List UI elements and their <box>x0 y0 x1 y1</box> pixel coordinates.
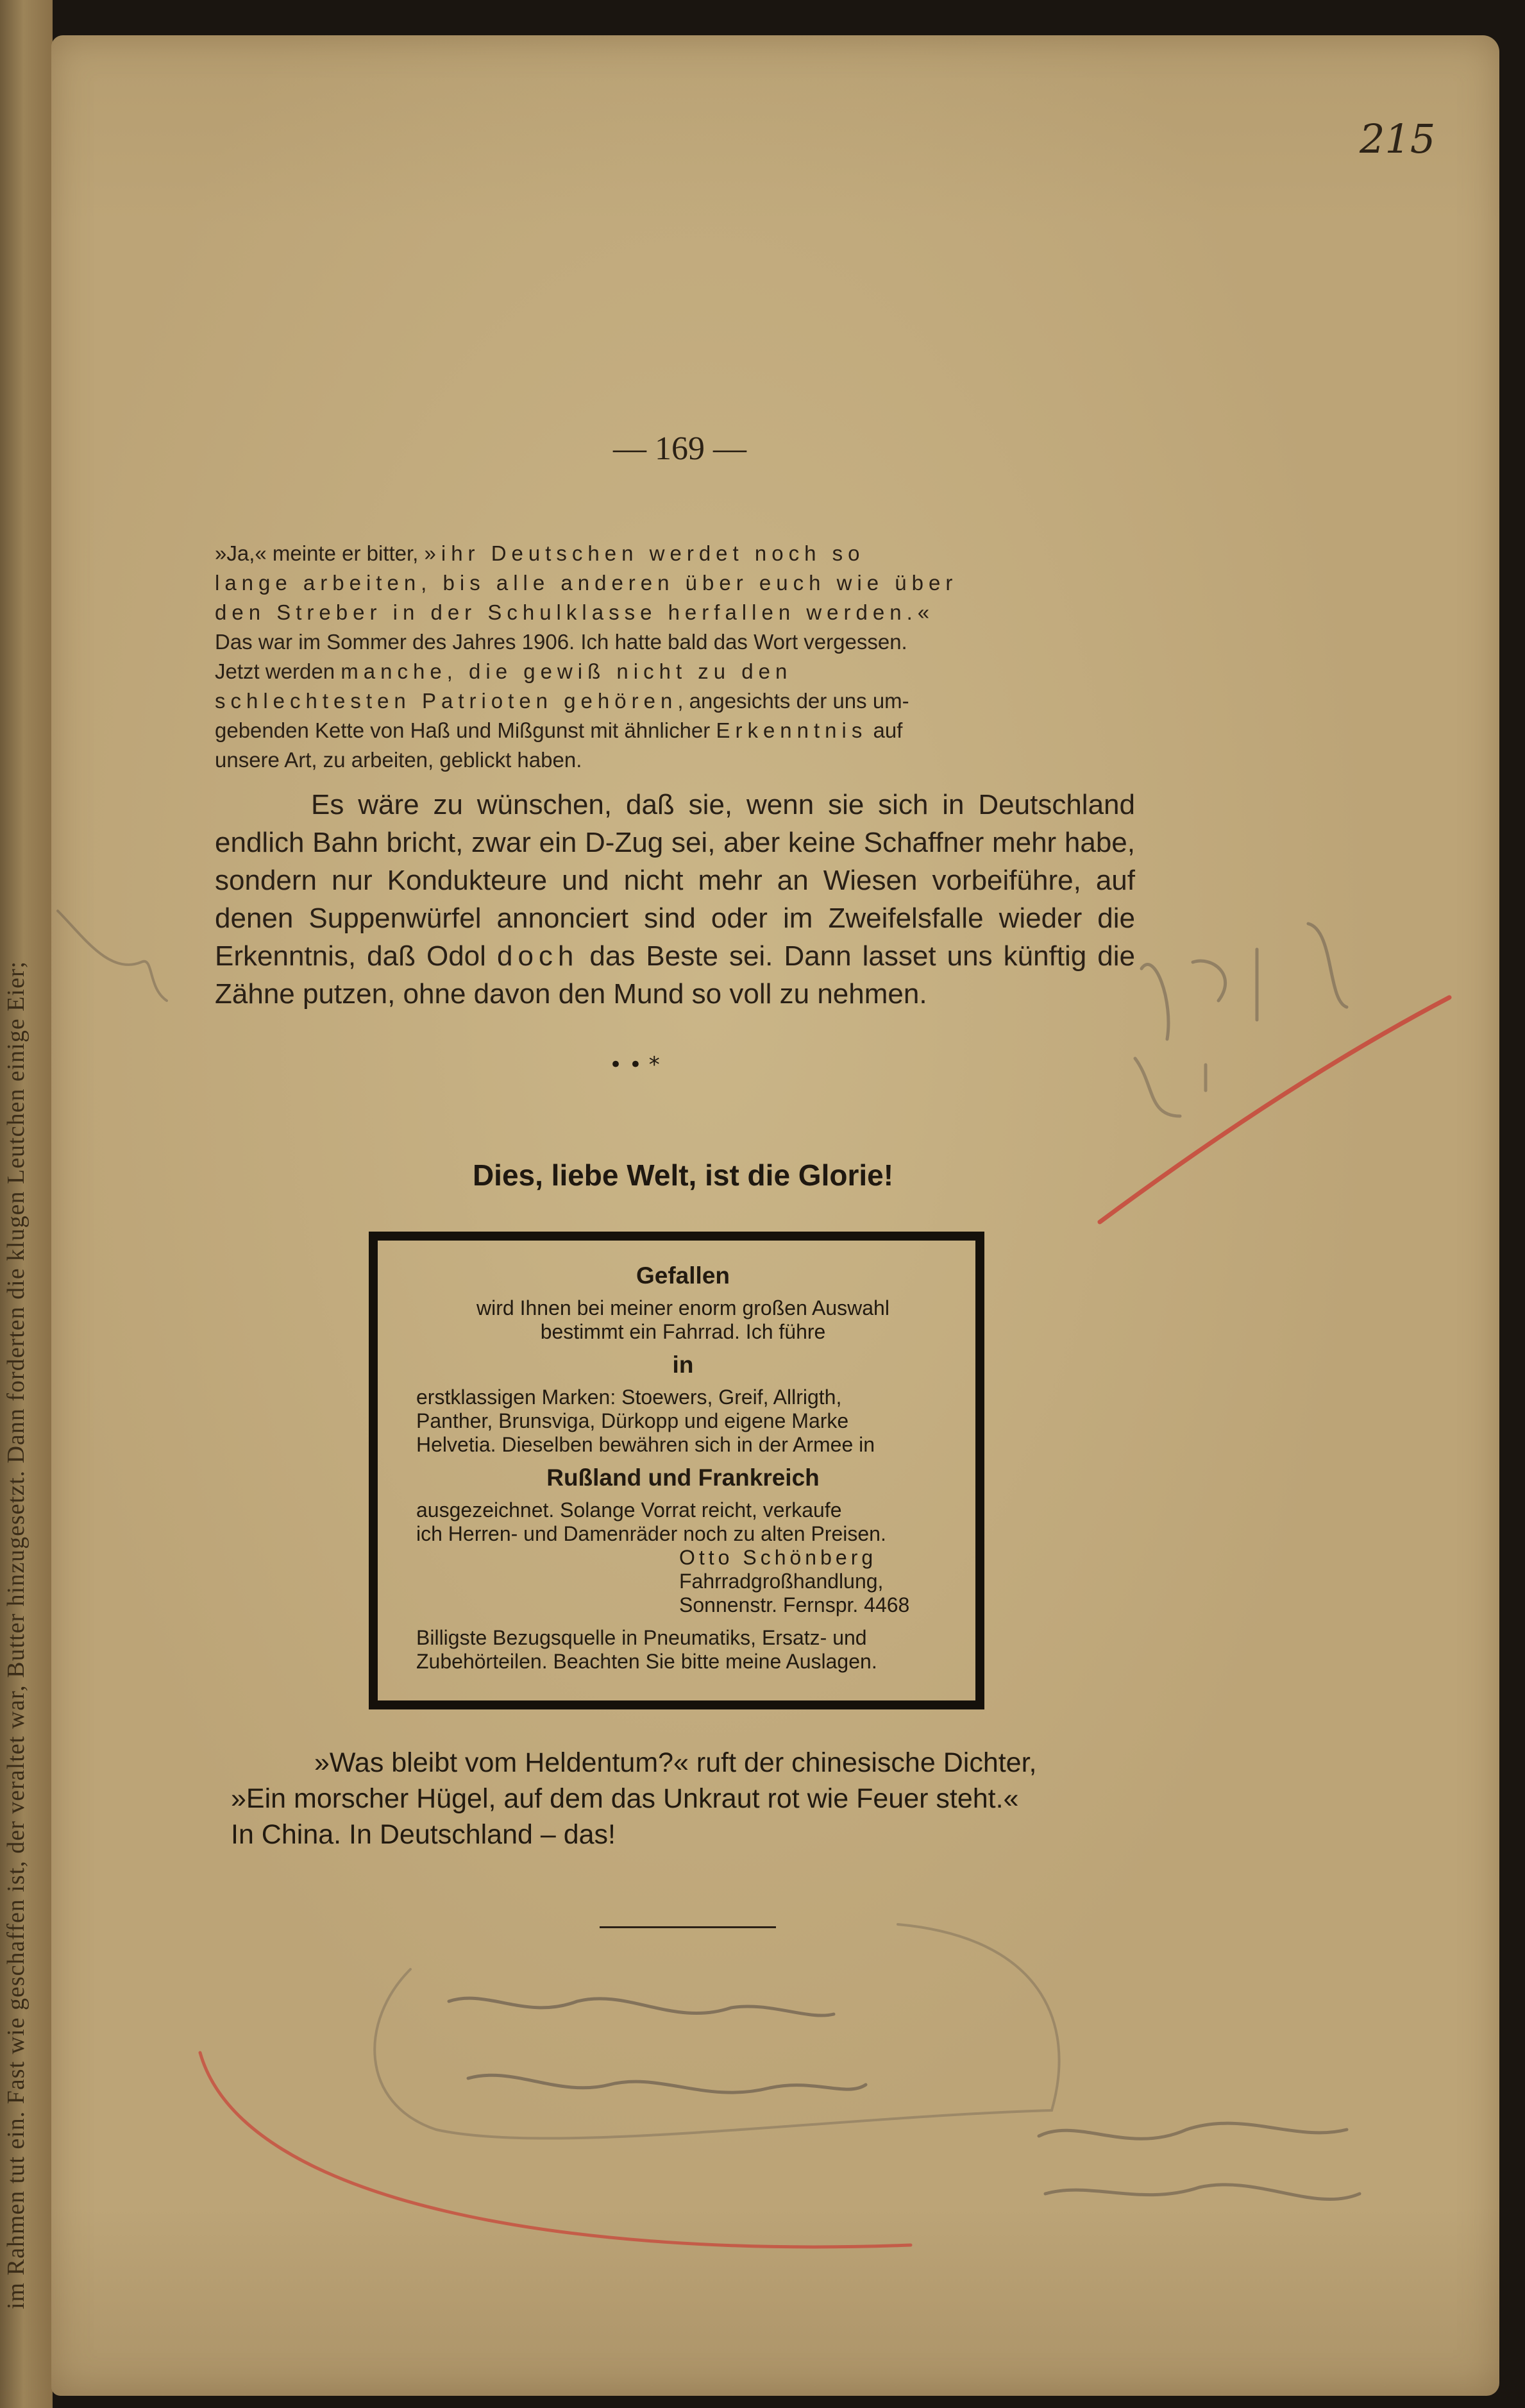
text-line: Das war im Sommer des Jahres 1906. Ich hatte bald das Wort vergessen. <box>215 630 907 654</box>
handwritten-page-number: 215 <box>1360 115 1436 162</box>
quote-open: »Ja,« <box>215 541 267 565</box>
ad-line: wird Ihnen bei meiner enorm großen Auswahl <box>476 1296 889 1319</box>
ad-line: in <box>672 1352 694 1378</box>
text-line: lange arbeiten, bis alle anderen über euch wie über <box>215 571 958 595</box>
page-number: — 169 — <box>613 430 746 467</box>
ad-title: Gefallen <box>636 1262 730 1289</box>
ad-signature-address: Sonnenstr. Fernspr. 4468 <box>679 1593 910 1616</box>
pencil-scribble-mark <box>468 2075 866 2092</box>
poem-line: »Ein morscher Hügel, auf dem das Unkraut rot wie Feuer steht.« <box>231 1783 1019 1814</box>
poem-line: In China. In Deutschland – das! <box>231 1819 616 1850</box>
ad-line: erstklassigen Marken: Stoewers, Greif, Allrigth, <box>416 1386 842 1409</box>
pencil-scribble-mark <box>58 911 167 1001</box>
ad-line: Helvetia. Dieselben bewähren sich in der Armee in <box>416 1433 875 1456</box>
text-span: auf <box>867 718 903 742</box>
spaced-text: Erkenntnis <box>716 718 868 742</box>
pencil-scribble-mark <box>375 1924 1059 2139</box>
text-span: das Beste sei. Dann lasset uns künftig die Zähne putzen, ohne davon den Mund so voll zu nehmen. <box>215 940 1135 1010</box>
text-span: meinte er bitter, <box>266 541 425 565</box>
ad-countries: Rußland und Frankreich <box>546 1464 820 1491</box>
ad-line: ich Herren- und Damenräder noch zu alten Preisen. <box>416 1522 886 1545</box>
pencil-scribble-mark <box>1039 2123 1360 2199</box>
poem-line: »Was bleibt vom Heldentum?« ruft der chinesische Dichter, <box>314 1747 1037 1778</box>
spaced-text: schlechtesten Patrioten gehören <box>215 689 678 713</box>
section-headline: Dies, liebe Welt, ist die Glorie! <box>472 1158 894 1192</box>
pencil-scribble-mark <box>1135 1058 1206 1116</box>
text-span: Jetzt werden <box>215 659 341 683</box>
pencil-scribble-mark <box>1142 924 1347 1039</box>
spaced-text: manche, die gewiß nicht zu den <box>341 659 793 683</box>
text-line: unsere Art, zu arbeiten, geblickt haben. <box>215 748 582 772</box>
text-span: gebenden Kette von Haß und Mißgunst mit ähnlicher <box>215 718 716 742</box>
text-line: den Streber in der Schulklasse herfallen werden.« <box>215 600 935 624</box>
text-span: Es wäre zu wünschen, daß sie, wenn sie sich in Deutschland endlich Bahn bricht, zwar ein D-Zug sei, aber keine Schaffner mehr habe, sondern nur Kondukteure und nicht mehr an Wiesen vorbeiführe, auf denen Suppenwürfel annonciert sind oder im Zweifelsfalle wieder die Erkenntnis, daß Odol <box>215 789 1135 972</box>
red-pencil-arc <box>200 2053 911 2247</box>
ad-line: Zubehörteilen. Beachten Sie bitte meine Auslagen. <box>416 1650 877 1673</box>
section-divider-stars: • • * <box>609 1052 660 1078</box>
spaced-text: doch <box>496 940 579 972</box>
ad-line: Panther, Brunsviga, Dürkopp und eigene Marke <box>416 1409 849 1432</box>
red-pencil-stroke <box>1100 997 1449 1222</box>
spaced-text: »ihr Deutschen werdet noch so <box>424 541 865 565</box>
ad-line: Billigste Bezugsquelle in Pneumatiks, Ersatz- und <box>416 1626 867 1649</box>
ad-line: bestimmt ein Fahrrad. Ich führe <box>540 1320 826 1343</box>
ad-line: ausgezeichnet. Solange Vorrat reicht, verkaufe <box>416 1498 842 1522</box>
ad-signature-name: Otto Schönberg <box>679 1546 877 1569</box>
text-span: , angesichts der uns um- <box>677 689 909 713</box>
ad-signature-firm: Fahrradgroßhandlung, <box>679 1570 884 1593</box>
spine-margin-text: im Rahmen tut ein. Fast wie geschaffen ist, der veraltet war, Butter hinzugesetzt. Dann forderten die klugen Leutchen einige Eier; <box>3 960 29 2309</box>
pencil-scribble-mark <box>449 1998 834 2015</box>
